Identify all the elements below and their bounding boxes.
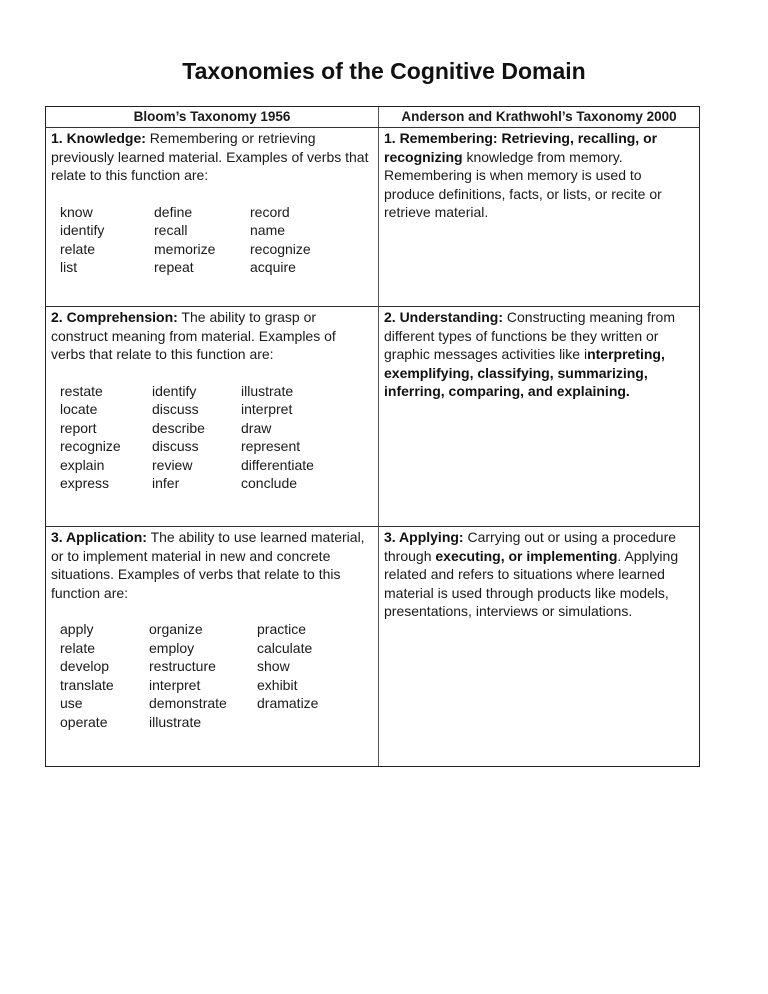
verb: translate — [60, 676, 114, 693]
verb: recognize — [250, 240, 311, 257]
verb: represent — [241, 438, 301, 454]
description: knowledge from memory. Remembering is when memory is used to produce definitions, facts, or lists, or recite or retrieve material. — [384, 148, 662, 220]
verb: locate — [60, 401, 98, 417]
verb: explain — [60, 456, 105, 473]
header-anderson: Anderson and Krathwohl’s Taxonomy 2000 — [401, 109, 677, 124]
verb: use — [60, 695, 83, 711]
verb-list — [51, 203, 373, 277]
verb: name — [250, 222, 286, 238]
header-bloom: Bloom’s Taxonomy 1956 — [46, 107, 379, 127]
verb: restate — [60, 382, 103, 399]
bold-text: executing, or implementing — [435, 547, 618, 564]
taxonomy-table — [45, 106, 700, 767]
level-label: 2. Comprehension: — [51, 309, 178, 325]
verb: organize — [149, 621, 203, 637]
verb: restructure — [149, 658, 216, 674]
verb: discuss — [152, 438, 199, 454]
bold-text: 3. Applying: — [384, 529, 464, 545]
verb: interpret — [241, 401, 293, 417]
bloom-knowledge-cell — [46, 127, 379, 306]
verb: review — [152, 456, 193, 473]
description: Carrying out or using a procedure through — [384, 529, 677, 564]
verb: develop — [60, 658, 110, 674]
verb: demonstrate — [149, 695, 227, 711]
verb: repeat — [154, 259, 194, 275]
bold-text: 2. Understanding: — [384, 309, 504, 325]
verb: operate — [60, 713, 108, 730]
verb: practice — [257, 621, 307, 637]
verb: identify — [60, 222, 105, 238]
verb: differentiate — [241, 456, 314, 473]
verb: recall — [154, 222, 188, 238]
level-label: 1. Knowledge: — [51, 130, 146, 146]
verb: illustrate — [241, 382, 294, 399]
verb: define — [154, 203, 193, 220]
verb: conclude — [241, 475, 298, 491]
verb: interpret — [149, 676, 201, 693]
bloom-comprehension-cell — [46, 306, 379, 526]
verb: apply — [60, 621, 94, 637]
description: The ability to use learned material, or to implement material in new and concrete situations. Examples of verbs that relate to this function are: — [51, 529, 365, 601]
cell-text — [51, 528, 373, 602]
verb: record — [250, 203, 290, 220]
cell-text — [51, 129, 373, 185]
description: . Applying related and refers to situations where learned material is used through products like models, presentations, interviews or simulations. — [384, 547, 679, 619]
verb: discuss — [152, 401, 199, 417]
bloom-application-cell — [46, 526, 379, 766]
verb: relate — [60, 639, 96, 656]
verb: express — [60, 475, 110, 491]
bold-text: 1. Remembering: Retrieving, recalling, or recognizing — [384, 130, 658, 165]
verb: acquire — [250, 259, 296, 275]
page-title: Taxonomies of the Cognitive Domain — [182, 58, 586, 84]
anderson-applying-cell — [379, 526, 699, 766]
verb-list — [51, 620, 373, 731]
description: Constructing meaning from different types of functions be they written or graphic messages activities like i — [384, 309, 675, 362]
description: Remembering or retrieving previously learned material. Examples of verbs that relate to this function are: — [51, 130, 369, 183]
verb: employ — [149, 639, 195, 656]
level-label: 3. Application: — [51, 529, 147, 545]
verb: dramatize — [257, 695, 319, 711]
verb: memorize — [154, 240, 216, 257]
verb: draw — [241, 419, 272, 436]
verb: show — [257, 658, 290, 674]
anderson-remembering-cell — [379, 127, 699, 306]
cell-text — [51, 308, 373, 364]
verb: exhibit — [257, 676, 298, 693]
verb: report — [60, 419, 97, 436]
verb-list — [51, 382, 373, 493]
bold-text: nterpreting, exemplifying, classifying, summarizing, inferring, comparing, and explaining. — [384, 346, 665, 399]
verb: illustrate — [149, 713, 202, 730]
verb: calculate — [257, 639, 313, 656]
verb: describe — [152, 419, 205, 436]
verb: know — [60, 203, 93, 220]
verb: infer — [152, 475, 180, 491]
anderson-understanding-cell — [379, 306, 699, 526]
verb: relate — [60, 240, 96, 257]
description: The ability to grasp or construct meaning from material. Examples of verbs that relate to this function are: — [51, 309, 336, 362]
verb: identify — [152, 382, 197, 399]
verb: list — [60, 259, 78, 275]
verb: recognize — [60, 438, 121, 454]
